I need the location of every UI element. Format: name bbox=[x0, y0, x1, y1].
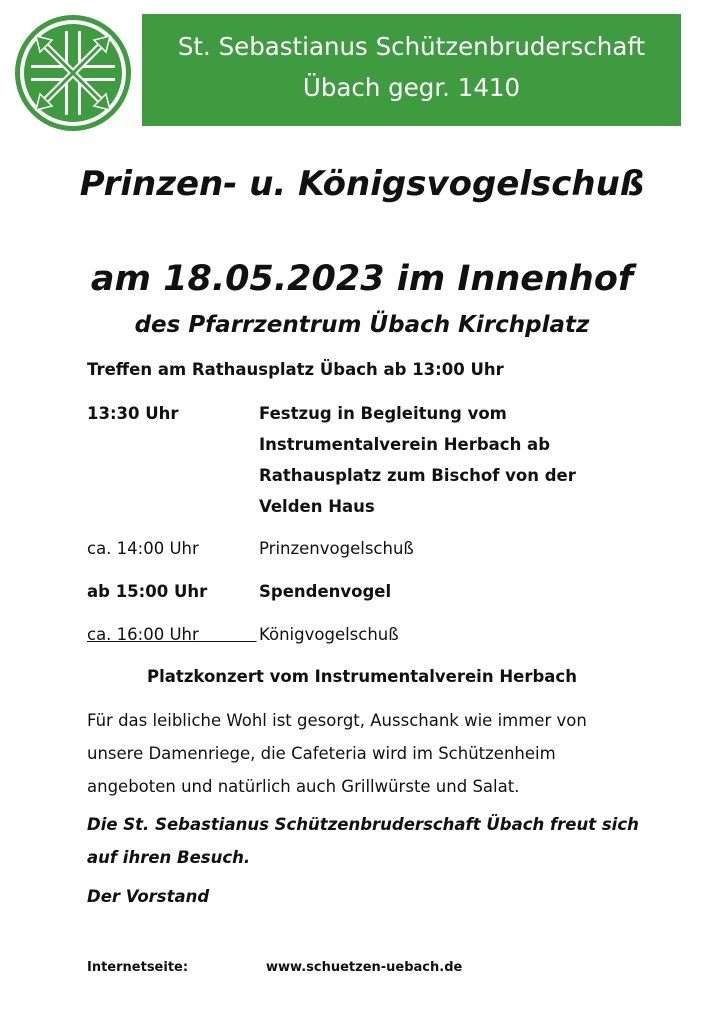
schedule-desc-line: Festzug in Begleitung vom bbox=[259, 404, 507, 423]
schedule-desc-line: Velden Haus bbox=[259, 497, 375, 516]
footer-label: Internetseite: bbox=[87, 960, 189, 975]
schedule-description bbox=[259, 533, 629, 564]
website-link[interactable]: www.schuetzen-uebach.de bbox=[266, 960, 463, 975]
info-line: unsere Damenriege, die Cafeteria wird im Schützenheim bbox=[87, 744, 556, 763]
event-venue: des Pfarrzentrum Übach Kirchplatz bbox=[134, 312, 590, 338]
schedule-description bbox=[259, 576, 629, 607]
closing-line: Die St. Sebastianus Schützenbruderschaft Übach freut sich bbox=[87, 815, 639, 834]
schedule-time: ab 15:00 Uhr bbox=[87, 582, 208, 601]
schedule-time: ca. 14:00 Uhr bbox=[87, 539, 199, 558]
schedule-time: ca. 16:00 Uhr bbox=[87, 625, 199, 644]
closing-message bbox=[87, 808, 647, 874]
concert-info: Platzkonzert vom Instrumentalverein Herbach bbox=[147, 667, 577, 686]
club-subtitle: Übach gegr. 1410 bbox=[302, 73, 521, 102]
catering-info bbox=[87, 704, 647, 803]
info-line: Für das leibliche Wohl ist gesorgt, Ausschank wie immer von bbox=[87, 711, 587, 730]
meeting-info: Treffen am Rathausplatz Übach ab 13:00 Uhr bbox=[87, 360, 504, 379]
header-banner bbox=[142, 14, 681, 126]
closing-line: auf ihren Besuch. bbox=[87, 848, 251, 867]
schedule-desc-line: Spendenvogel bbox=[259, 582, 392, 601]
club-name: St. Sebastianus Schützenbruderschaft bbox=[177, 32, 646, 61]
schedule-time: 13:30 Uhr bbox=[87, 404, 179, 423]
event-date: am 18.05.2023 im Innenhof bbox=[90, 259, 634, 299]
info-line: angeboten und natürlich auch Grillwürste und Salat. bbox=[87, 777, 520, 796]
schedule-description bbox=[259, 398, 629, 522]
event-title: Prinzen- u. Königsvogelschuß bbox=[79, 164, 645, 204]
schedule-desc-line: Rathausplatz zum Bischof von der bbox=[259, 466, 576, 485]
schedule-desc-line: Königvogelschuß bbox=[259, 625, 399, 644]
club-logo-icon bbox=[12, 12, 134, 134]
signature: Der Vorstand bbox=[87, 887, 210, 906]
schedule-desc-line: Prinzenvogelschuß bbox=[259, 539, 414, 558]
schedule-description bbox=[259, 619, 629, 650]
schedule-desc-line: Instrumentalverein Herbach ab bbox=[259, 435, 551, 454]
